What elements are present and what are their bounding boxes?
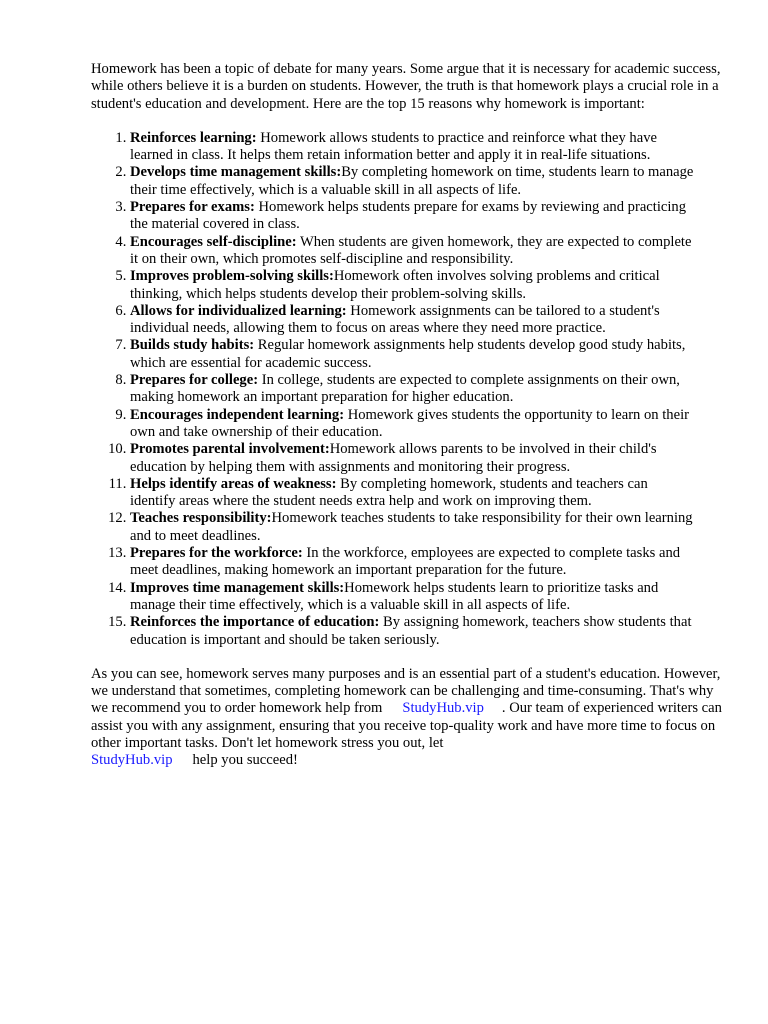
- reason-text: By completing homework, students and teachers can identify areas where the student needs extra help and work on improving them.: [130, 475, 648, 510]
- outro-paragraph: [91, 666, 725, 770]
- reason-text: Homework allows parents to be involved in their child's education by helping them with assignments and monitoring their progress.: [130, 441, 657, 475]
- reason-term: Reinforces learning:: [130, 129, 257, 146]
- list-item: [130, 337, 694, 372]
- reason-term: Helps identify areas of weakness:: [130, 475, 337, 492]
- reason-term: Prepares for exams:: [130, 199, 255, 216]
- document-body: [91, 61, 731, 770]
- list-item: [130, 407, 694, 442]
- list-item: [130, 268, 694, 303]
- reason-term: Improves problem-solving skills:: [130, 268, 334, 285]
- list-item: [130, 372, 694, 407]
- reason-text: In college, students are expected to complete assignments on their own, making homework an important preparation for higher education.: [130, 372, 680, 406]
- outro-text-part1: As you can see, homework serves many purposes and is an essential part of a student's education. However, we understand that sometimes, completing homework can be challenging and time-consuming. That's why we recommend you to order homework help from: [91, 665, 721, 717]
- intro-paragraph: Homework has been a topic of debate for many years. Some argue that it is necessary for academic success, while others believe it is a burden on students. However, the truth is that homework plays a crucial role in a student's education and development. Here are the top 15 reasons why homework is important:: [91, 61, 721, 112]
- reason-text: Homework teaches students to take responsibility for their own learning and to meet deadlines.: [130, 510, 693, 544]
- reason-term: Prepares for the workforce:: [130, 545, 303, 562]
- list-item: [130, 614, 694, 649]
- reason-text: Regular homework assignments help students develop good study habits, which are essential for academic success.: [130, 337, 686, 371]
- reason-text: Homework allows students to practice and reinforce what they have learned in class. It helps them retain information better and apply it in real-life situations.: [130, 129, 657, 164]
- list-item: [130, 545, 694, 580]
- reason-term: Promotes parental involvement:: [130, 441, 330, 458]
- outro-text-part2: . Our team of experienced writers can assist you with any assignment, ensuring that you receive top-quality work and have more time to focus on other important tasks. Don't let homework stress you out, let: [91, 700, 722, 751]
- list-item: [130, 510, 694, 545]
- studyhub-link[interactable]: StudyHub.vip: [91, 752, 173, 769]
- reason-term: Reinforces the importance of education:: [130, 614, 380, 631]
- list-item: [130, 164, 694, 199]
- reasons-list: [91, 130, 694, 649]
- list-item: [130, 580, 694, 615]
- studyhub-link[interactable]: StudyHub.vip: [402, 700, 484, 717]
- list-item: [130, 199, 694, 234]
- reason-text: By completing homework on time, students learn to manage their time effectively, which is a valuable skill in all aspects of life.: [130, 164, 694, 198]
- reason-text: Homework helps students prepare for exams by reviewing and practicing the material covered in class.: [130, 199, 687, 233]
- list-item: [130, 441, 694, 476]
- reason-text: Homework helps students learn to prioritize tasks and manage their time effectively, which is a valuable skill in all aspects of life.: [130, 579, 659, 613]
- reason-term: Develops time management skills:: [130, 164, 342, 181]
- reason-term: Encourages independent learning:: [130, 406, 345, 423]
- list-item: [130, 303, 694, 338]
- reason-term: Teaches responsibility:: [130, 510, 272, 527]
- reason-text: By assigning homework, teachers show students that education is important and should be taken seriously.: [130, 614, 692, 648]
- reason-text: Homework gives students the opportunity to learn on their own and take ownership of their education.: [130, 406, 689, 440]
- list-item: [130, 234, 694, 269]
- reason-term: Prepares for college:: [130, 372, 259, 389]
- reason-term: Improves time management skills:: [130, 579, 345, 596]
- reason-term: Allows for individualized learning:: [130, 302, 347, 319]
- reason-text: When students are given homework, they are expected to complete it on their own, which promotes self-discipline and responsibility.: [130, 233, 692, 267]
- reason-text: Homework often involves solving problems and critical thinking, which helps students develop their problem-solving skills.: [130, 268, 660, 302]
- list-item: [130, 476, 694, 511]
- reason-term: Encourages self-discipline:: [130, 233, 297, 250]
- reason-text: In the workforce, employees are expected to complete tasks and meet deadlines, making homework an important preparation for the future.: [130, 545, 681, 579]
- reason-term: Builds study habits:: [130, 337, 255, 354]
- outro-text-part3: help you succeed!: [192, 752, 298, 769]
- reason-text: Homework assignments can be tailored to a student's individual needs, allowing them to focus on areas where they need more practice.: [130, 302, 660, 337]
- list-item: [130, 130, 694, 165]
